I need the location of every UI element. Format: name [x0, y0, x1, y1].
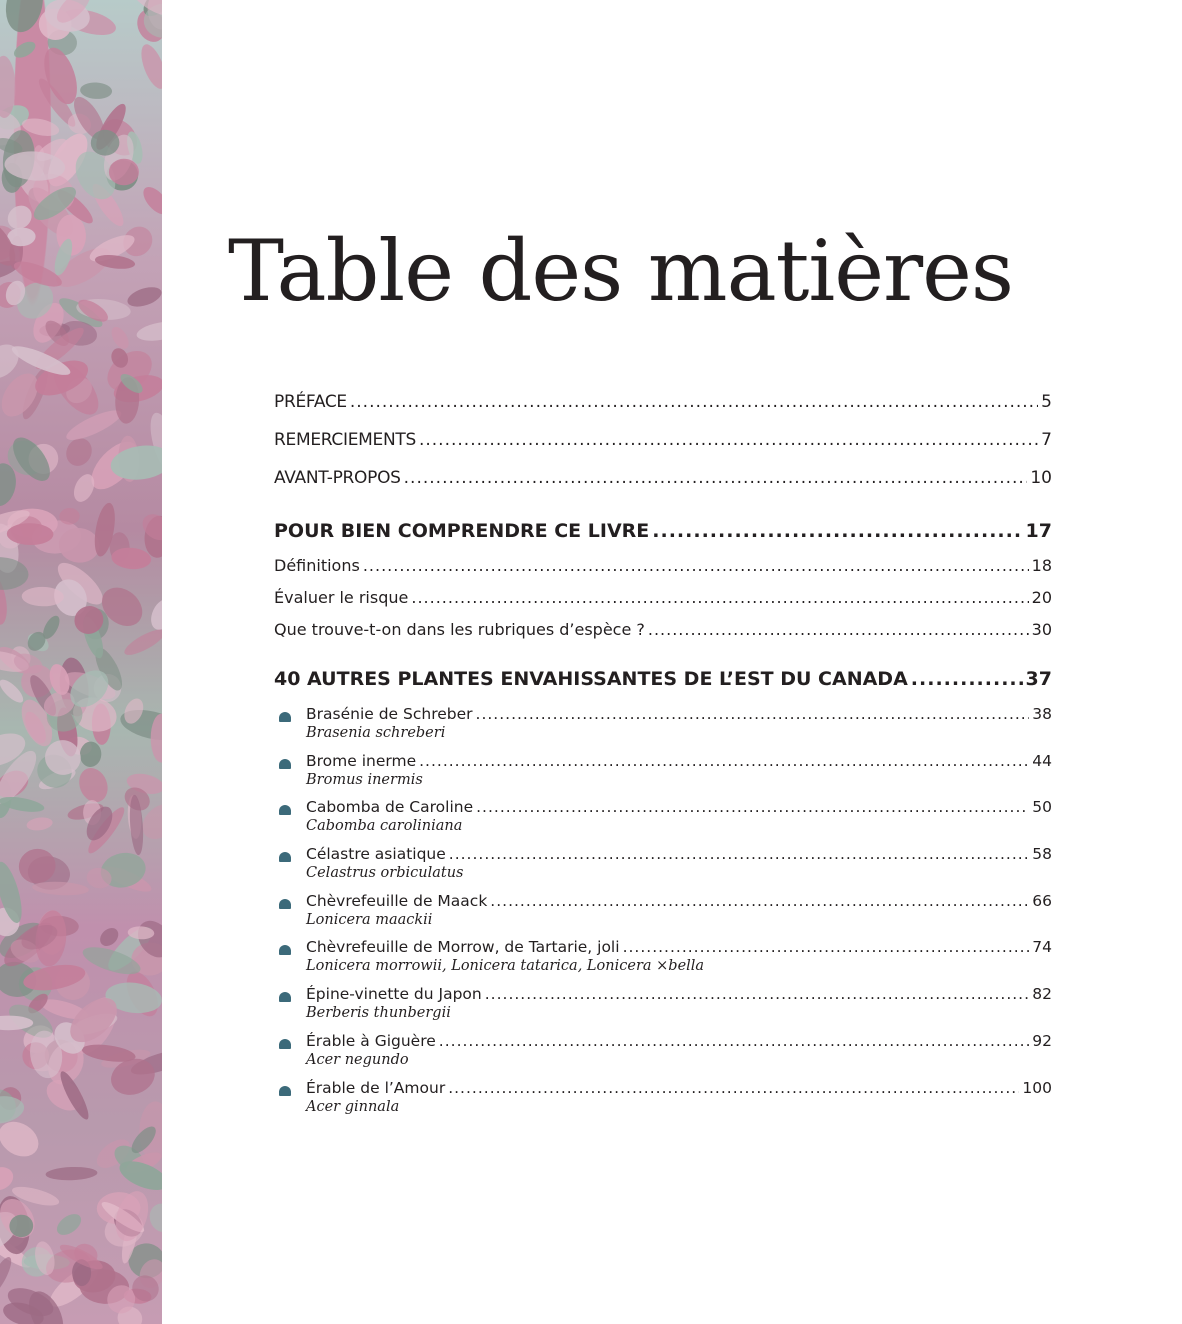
section-title: 40 AUTRES PLANTES ENVAHISSANTES DE L’EST DU CANADA	[274, 668, 908, 690]
species-entry[interactable]	[274, 938, 1052, 985]
leaf-shape	[32, 880, 89, 896]
species-entry[interactable]	[274, 892, 1052, 939]
dot-leader	[485, 985, 1030, 1003]
toc-page-number: 7	[1041, 430, 1052, 450]
section-1-list	[274, 556, 1052, 652]
leaf-bullet-icon	[279, 805, 291, 815]
leaf-shape	[125, 283, 162, 310]
species-common-name: Chèvrefeuille de Morrow, de Tartarie, joli	[306, 938, 620, 957]
dot-leader	[419, 752, 1029, 770]
leaf-shape	[45, 1166, 97, 1181]
toc-entry-preface[interactable]	[274, 392, 1052, 430]
dot-leader	[476, 798, 1029, 816]
dot-leader	[439, 1032, 1029, 1050]
species-common-name: Brome inerme	[306, 751, 417, 770]
species-latin-name: Bromus inermis	[306, 771, 423, 788]
toc-entry-label: REMERCIEMENTS	[274, 430, 416, 450]
species-common-name: Épine-vinette du Japon	[306, 985, 482, 1004]
leaf-bullet-icon	[279, 945, 291, 955]
dot-leader	[648, 620, 1029, 639]
toc-page-number: 20	[1031, 588, 1052, 607]
species-entry[interactable]	[274, 845, 1052, 892]
leaf-shape	[74, 764, 112, 807]
toc-page-number: 5	[1041, 392, 1052, 412]
leaf-shape	[80, 82, 113, 100]
species-entry[interactable]	[274, 1032, 1052, 1079]
leaf-bullet-icon	[279, 992, 291, 1002]
dot-leader	[404, 468, 1028, 488]
section-title: POUR BIEN COMPRENDRE CE LIVRE	[274, 520, 650, 542]
toc-page-number: 82	[1032, 985, 1052, 1004]
toc-entry-label: AVANT-PROPOS	[274, 468, 401, 488]
species-common-name: Cabomba de Caroline	[306, 798, 474, 817]
dot-leader	[411, 588, 1028, 607]
toc-page-number: 92	[1032, 1031, 1052, 1050]
species-common-name: Brasénie de Schreber	[306, 705, 473, 723]
leaf-bullet-icon	[279, 1086, 291, 1096]
toc-page-number: 37	[1025, 668, 1052, 690]
leaf-bullet-icon	[279, 899, 291, 909]
toc-page-number: 100	[1022, 1078, 1052, 1097]
species-entry[interactable]	[274, 705, 1052, 752]
leaf-shape	[53, 1210, 85, 1239]
species-latin-name: Berberis thunbergii	[306, 1005, 451, 1022]
dot-leader	[623, 938, 1030, 956]
leaf-shape	[146, 595, 162, 633]
page-title: Table des matières	[228, 222, 1013, 320]
toc-page-number: 58	[1032, 845, 1052, 864]
toc-entry-label: Évaluer le risque	[274, 588, 409, 607]
toc-section-40-autres-plantes[interactable]	[274, 668, 1052, 690]
species-latin-name: Cabomba caroliniana	[306, 818, 463, 835]
toc-entry-rubriques[interactable]	[274, 620, 1052, 652]
dot-leader	[476, 705, 1030, 723]
species-latin-name: Acer ginnala	[306, 1098, 400, 1115]
species-common-name: Érable à Giguère	[306, 1031, 436, 1050]
leaf-shape	[121, 625, 162, 660]
toc-entry-label: PRÉFACE	[274, 392, 347, 412]
species-common-name: Érable de l’Amour	[306, 1078, 446, 1097]
toc-page-number: 44	[1032, 751, 1052, 770]
dot-leader	[911, 668, 1023, 690]
species-latin-name: Lonicera morrowii, Lonicera tatarica, Lonicera ×bella	[306, 958, 705, 975]
leaf-shape	[135, 318, 162, 344]
leaf-shape	[11, 38, 38, 60]
toc-entry-evaluer-le-risque[interactable]	[274, 588, 1052, 620]
leaf-shape	[136, 41, 162, 92]
toc-page-number: 17	[1025, 520, 1052, 542]
toc-page-number: 50	[1032, 798, 1052, 817]
leaf-shape	[139, 183, 162, 219]
leaf-shape	[108, 324, 132, 352]
dot-leader	[363, 556, 1029, 575]
species-entry[interactable]	[274, 985, 1052, 1032]
leaf-bullet-icon	[279, 852, 291, 862]
leaf-bullet-icon	[279, 712, 291, 722]
species-common-name: Chèvrefeuille de Maack	[306, 891, 488, 910]
leaf-shape	[26, 816, 54, 832]
dot-leader	[449, 845, 1029, 863]
leaf-bullet-icon	[279, 759, 291, 769]
species-latin-name: Acer negundo	[306, 1051, 409, 1068]
leaf-shape	[0, 556, 29, 591]
species-latin-name: Celastrus orbiculatus	[306, 865, 464, 882]
toc-page-number: 38	[1032, 705, 1052, 723]
section-heading-2	[274, 668, 1052, 690]
toc-entry-avant-propos[interactable]	[274, 468, 1052, 506]
dot-leader	[350, 392, 1038, 412]
toc-entry-definitions[interactable]	[274, 556, 1052, 588]
dot-leader	[490, 892, 1029, 910]
species-entry[interactable]	[274, 752, 1052, 799]
toc-entry-remerciements[interactable]	[274, 430, 1052, 468]
species-entry[interactable]	[274, 1079, 1052, 1126]
front-matter-list	[274, 392, 1052, 506]
toc-page-number: 10	[1030, 468, 1052, 488]
species-list	[274, 705, 1052, 1125]
leaf-shape	[97, 924, 122, 949]
toc-entry-label: Que trouve-t-on dans les rubriques d’espèce ?	[274, 620, 645, 639]
toc-page-number: 66	[1032, 891, 1052, 910]
toc-section-pour-bien-comprendre[interactable]	[274, 520, 1052, 542]
dot-leader	[652, 520, 1022, 542]
species-latin-name: Brasenia schreberi	[306, 725, 446, 741]
toc-entry-label: Définitions	[274, 556, 360, 575]
barberry-leaves-image	[0, 0, 162, 1324]
toc-page-number: 74	[1032, 938, 1052, 957]
dot-leader	[448, 1079, 1019, 1097]
toc-page-number: 30	[1031, 620, 1052, 639]
species-entry[interactable]	[274, 798, 1052, 845]
leaf-photo-strip	[0, 0, 162, 1324]
leaf-shape	[61, 434, 96, 471]
section-heading-1	[274, 520, 1052, 542]
toc-page-number: 18	[1031, 556, 1052, 575]
species-latin-name: Lonicera maackii	[306, 911, 433, 928]
leaf-bullet-icon	[279, 1039, 291, 1049]
species-common-name: Célastre asiatique	[306, 845, 446, 864]
dot-leader	[419, 430, 1038, 450]
